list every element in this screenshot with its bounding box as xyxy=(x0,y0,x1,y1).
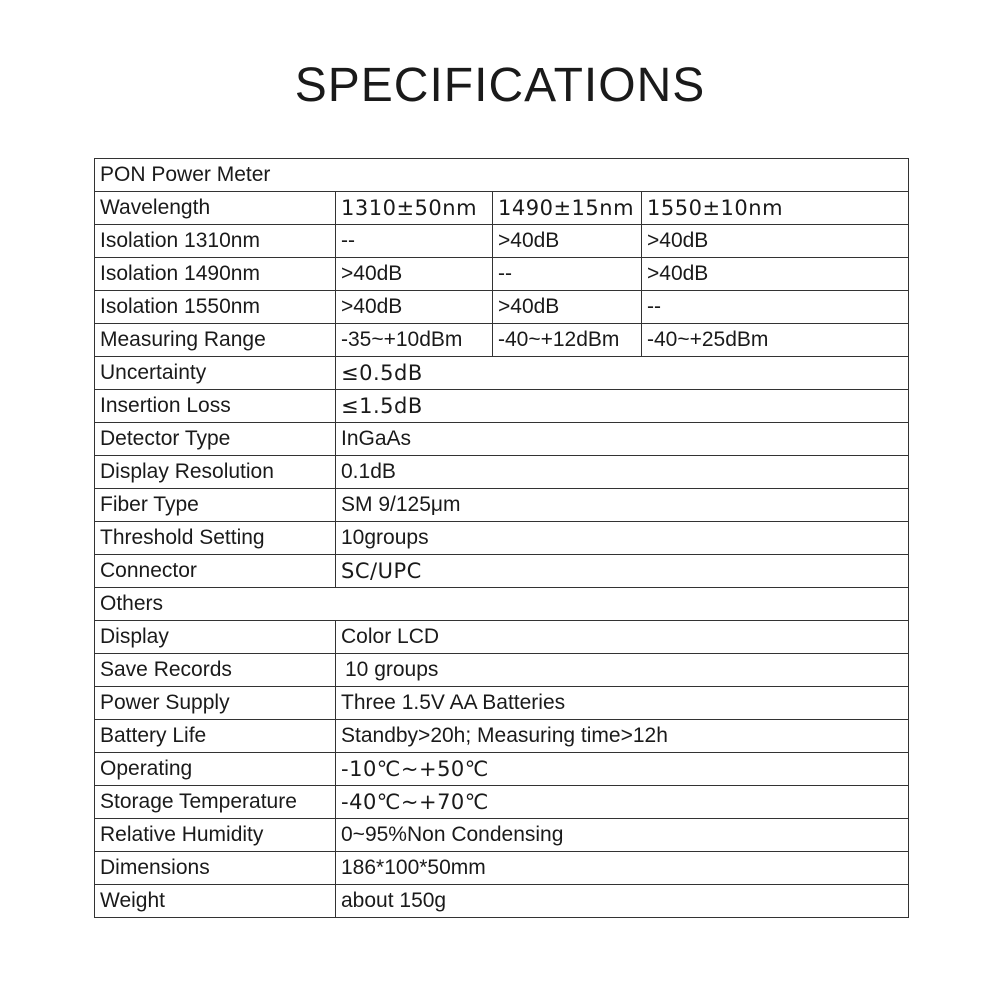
cell-value: SC/UPC xyxy=(336,555,909,588)
cell-value: 186*100*50mm xyxy=(336,852,909,885)
row-label: Power Supply xyxy=(95,687,336,720)
section-header-row xyxy=(95,159,909,192)
row-label: Weight xyxy=(95,885,336,918)
row-label: Wavelength xyxy=(95,192,336,225)
cell-value: 10groups xyxy=(336,522,909,555)
cell-value: >40dB xyxy=(493,225,642,258)
table-row xyxy=(95,423,909,456)
section-header-pon: PON Power Meter xyxy=(95,159,909,192)
cell-value: -40~+25dBm xyxy=(642,324,909,357)
row-label: Threshold Setting xyxy=(95,522,336,555)
table-row xyxy=(95,357,909,390)
cell-value: 1490±15nm xyxy=(493,192,642,225)
row-label: Fiber Type xyxy=(95,489,336,522)
row-label: Storage Temperature xyxy=(95,786,336,819)
cell-value: ≤1.5dB xyxy=(336,390,909,423)
cell-value: -- xyxy=(642,291,909,324)
row-label: Connector xyxy=(95,555,336,588)
row-label: Isolation 1550nm xyxy=(95,291,336,324)
cell-value: 0~95%Non Condensing xyxy=(336,819,909,852)
cell-value: -35~+10dBm xyxy=(336,324,493,357)
cell-value: InGaAs xyxy=(336,423,909,456)
row-label: Battery Life xyxy=(95,720,336,753)
specifications-table xyxy=(94,158,909,918)
table-row xyxy=(95,291,909,324)
table-row xyxy=(95,258,909,291)
cell-value: 1310±50nm xyxy=(336,192,493,225)
cell-value: ≤0.5dB xyxy=(336,357,909,390)
row-label: Isolation 1490nm xyxy=(95,258,336,291)
row-label: Relative Humidity xyxy=(95,819,336,852)
table-row xyxy=(95,192,909,225)
table-row xyxy=(95,654,909,687)
cell-value: about 150g xyxy=(336,885,909,918)
row-label: Detector Type xyxy=(95,423,336,456)
row-label: Isolation 1310nm xyxy=(95,225,336,258)
cell-value: 10 groups xyxy=(336,654,909,687)
row-label: Save Records xyxy=(95,654,336,687)
cell-value: >40dB xyxy=(493,291,642,324)
cell-value: 0.1dB xyxy=(336,456,909,489)
table-row xyxy=(95,720,909,753)
cell-value: -- xyxy=(336,225,493,258)
cell-value: >40dB xyxy=(642,225,909,258)
cell-value: Color LCD xyxy=(336,621,909,654)
row-label: Display xyxy=(95,621,336,654)
table-row xyxy=(95,621,909,654)
cell-value: -40~+12dBm xyxy=(493,324,642,357)
cell-value: 1550±10nm xyxy=(642,192,909,225)
cell-value: >40dB xyxy=(336,258,493,291)
row-label: Dimensions xyxy=(95,852,336,885)
row-label: Insertion Loss xyxy=(95,390,336,423)
table-row xyxy=(95,390,909,423)
table-row xyxy=(95,753,909,786)
row-label: Display Resolution xyxy=(95,456,336,489)
table-row xyxy=(95,324,909,357)
section-header-row xyxy=(95,588,909,621)
table-row xyxy=(95,819,909,852)
row-label: Operating xyxy=(95,753,336,786)
table-row xyxy=(95,687,909,720)
cell-value: Three 1.5V AA Batteries xyxy=(336,687,909,720)
table-row xyxy=(95,489,909,522)
cell-value: -- xyxy=(493,258,642,291)
table-row xyxy=(95,522,909,555)
table-row xyxy=(95,786,909,819)
table-row xyxy=(95,555,909,588)
table-row xyxy=(95,225,909,258)
cell-value: >40dB xyxy=(336,291,493,324)
section-header-others: Others xyxy=(95,588,909,621)
row-label: Measuring Range xyxy=(95,324,336,357)
cell-value: -40℃~+70℃ xyxy=(336,786,909,819)
table-row xyxy=(95,456,909,489)
cell-value: SM 9/125μm xyxy=(336,489,909,522)
page-title: SPECIFICATIONS xyxy=(294,59,706,112)
table-row xyxy=(95,885,909,918)
cell-value: Standby>20h; Measuring time>12h xyxy=(336,720,909,753)
row-label: Uncertainty xyxy=(95,357,336,390)
table-row xyxy=(95,852,909,885)
cell-value: -10℃~+50℃ xyxy=(336,753,909,786)
cell-value: >40dB xyxy=(642,258,909,291)
